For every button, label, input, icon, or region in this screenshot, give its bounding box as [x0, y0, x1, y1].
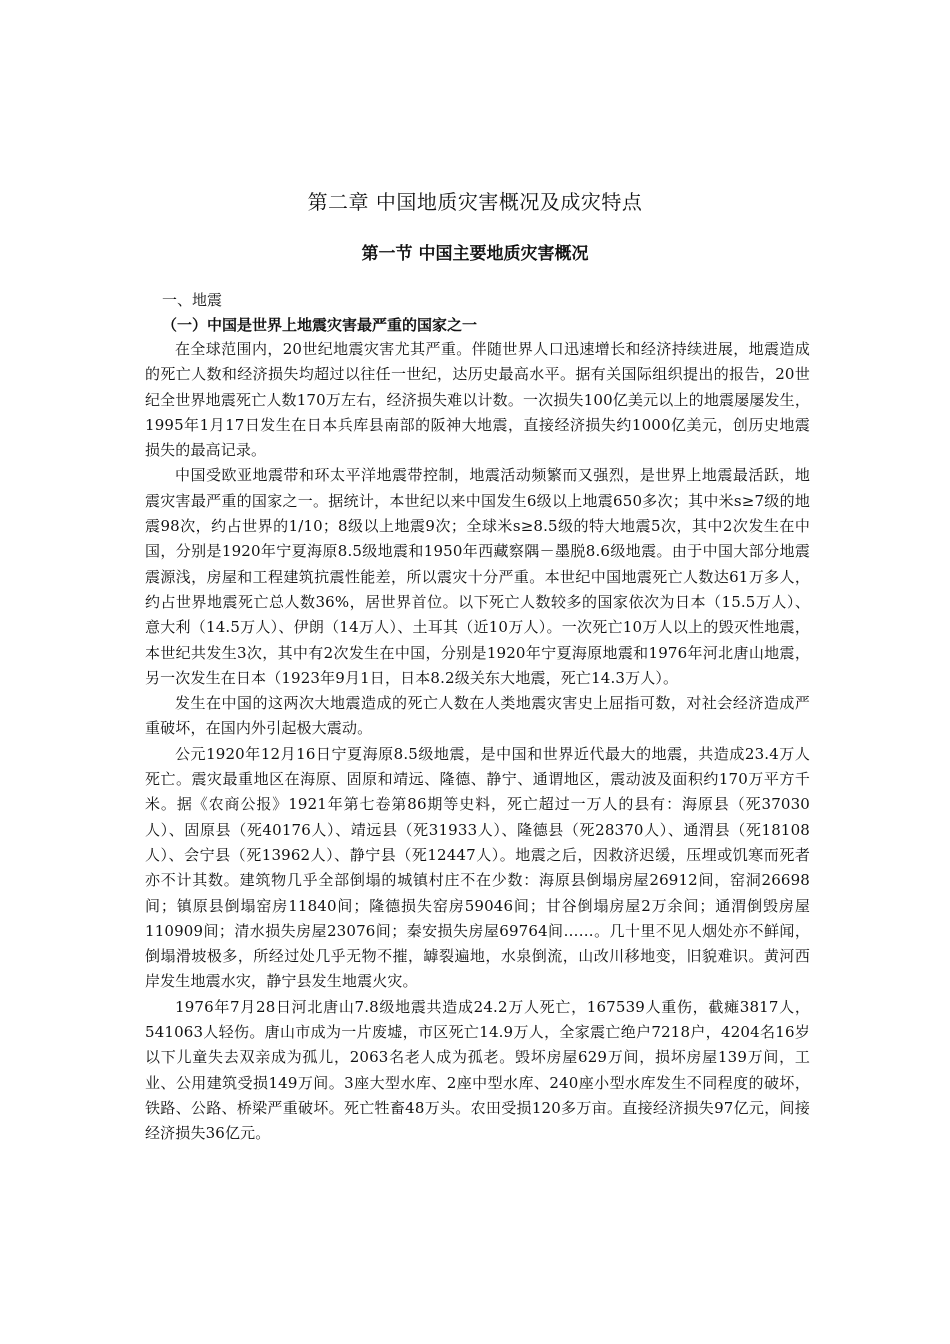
chapter-title: 第二章 中国地质灾害概况及成灾特点	[307, 190, 643, 214]
paragraph-tangshan-earthquake: 1976年7月28日河北唐山7.8级地震共造成24.2万人死亡，167539人重伤，截瘫3817人，541063人轻伤。唐山市成为一片废墟，市区死亡14.9万人，全家震亡绝户7218户，4204名16岁以下儿童失去双亲成为孤儿，2063名老人成为孤老。毁坏房屋629万间，损坏房屋139万间，工业、公用建筑受损149万间。3座大型水库、2座中型水库、240座小型水库发生不同程度的破坏，铁路、公路、桥梁严重破坏。死亡牲畜48万头。农田受损120多万亩。直接经济损失97亿元，间接经济损失36亿元。	[145, 997, 810, 1143]
heading-earthquake: 一、地震	[162, 291, 223, 309]
section-title: 第一节 中国主要地质灾害概况	[361, 244, 589, 264]
body-text	[145, 337, 810, 1147]
paragraph-two-major-quakes: 发生在中国的这两次大地震造成的死亡人数在人类地震灾害史上屈指可数，对社会经济造成严重破坏，在国内外引起极大震动。	[145, 694, 810, 738]
paragraph-haiyuan-earthquake: 公元1920年12月16日宁夏海原8.5级地震，是中国和世界近代最大的地震，共造成23.4万人死亡。震灾最重地区在海原、固原和靖远、隆德、静宁、通谓地区，震动波及面积约170万平方千米。据《农商公报》1921年第七卷第86期等史料，死亡超过一万人的县有：海原县（死37030人）、固原县（死40176人）、靖远县（死31933人）、隆德县（死28370人）、通渭县（死18108人）、会宁县（死13962人）、静宁县（死12447人）。地震之后，因救济迟缓，压埋或饥寒而死者亦不计其数。建筑物几乎全部倒塌的城镇村庄不在少数：海原县倒塌房屋26912间，窑洞26698间；镇原县倒塌窑房11840间；隆德损失窑房59046间；甘谷倒塌房屋2万余间；通渭倒毁房屋110909间；清水损失房屋23076间；秦安损失房屋69764间……。几十里不见人烟处亦不鲜闻，倒塌滑坡极多，所经过处几乎无物不摧，罅裂遍地，水泉倒流，山改川移地变，旧貌难识。黄河西岸发生地震水灾，静宁县发生地震火灾。	[145, 744, 810, 991]
paragraph-china-seismicity: 中国受欧亚地震带和环太平洋地震带控制，地震活动频繁而又强烈，是世界上地震最活跃，地震灾害最严重的国家之一。据统计，本世纪以来中国发生6级以上地震650多次；其中米s≥7级的地震98次，约占世界的1/10；8级以上地震9次；全球米s≥8.5级的特大地震5次，其中2次发生在中国，分别是1920年宁夏海原8.5级地震和1950年西藏察隅－墨脱8.6级地震。由于中国大部分地震震源浅，房屋和工程建筑抗震性能差，所以震灾十分严重。本世纪中国地震死亡人数达61万多人，约占世界地震死亡总人数36%，居世界首位。以下死亡人数较多的国家依次为日本（15.5万人）、意大利（14.5万人）、伊朗（14万人）、土耳其（近10万人）。一次死亡10万人以上的毁灭性地震，本世纪共发生3次，其中有2次发生在中国，分别是1920年宁夏海原地震和1976年河北唐山地震，另一次发生在日本（1923年9月1日，日本8.2级关东大地震，死亡14.3万人）。	[145, 466, 810, 687]
paragraph-global-earthquakes: 在全球范围内，20世纪地震灾害尤其严重。伴随世界人口迅速增长和经济持续进展，地震造成的死亡人数和经济损失均超过以往任一世纪，达历史最高水平。据有关国际组织提出的报告，20世纪全世界地震死亡人数170万左右，经济损失难以计数。一次损失100亿美元以上的地震屡屡发生，1995年1月17日发生在日本兵库县南部的阪神大地震，直接经济损失约1000亿美元，创历史地震损失的最高记录。	[145, 340, 810, 460]
subheading-china-earthquake-disaster: （一）中国是世界上地震灾害最严重的国家之一	[162, 316, 478, 334]
